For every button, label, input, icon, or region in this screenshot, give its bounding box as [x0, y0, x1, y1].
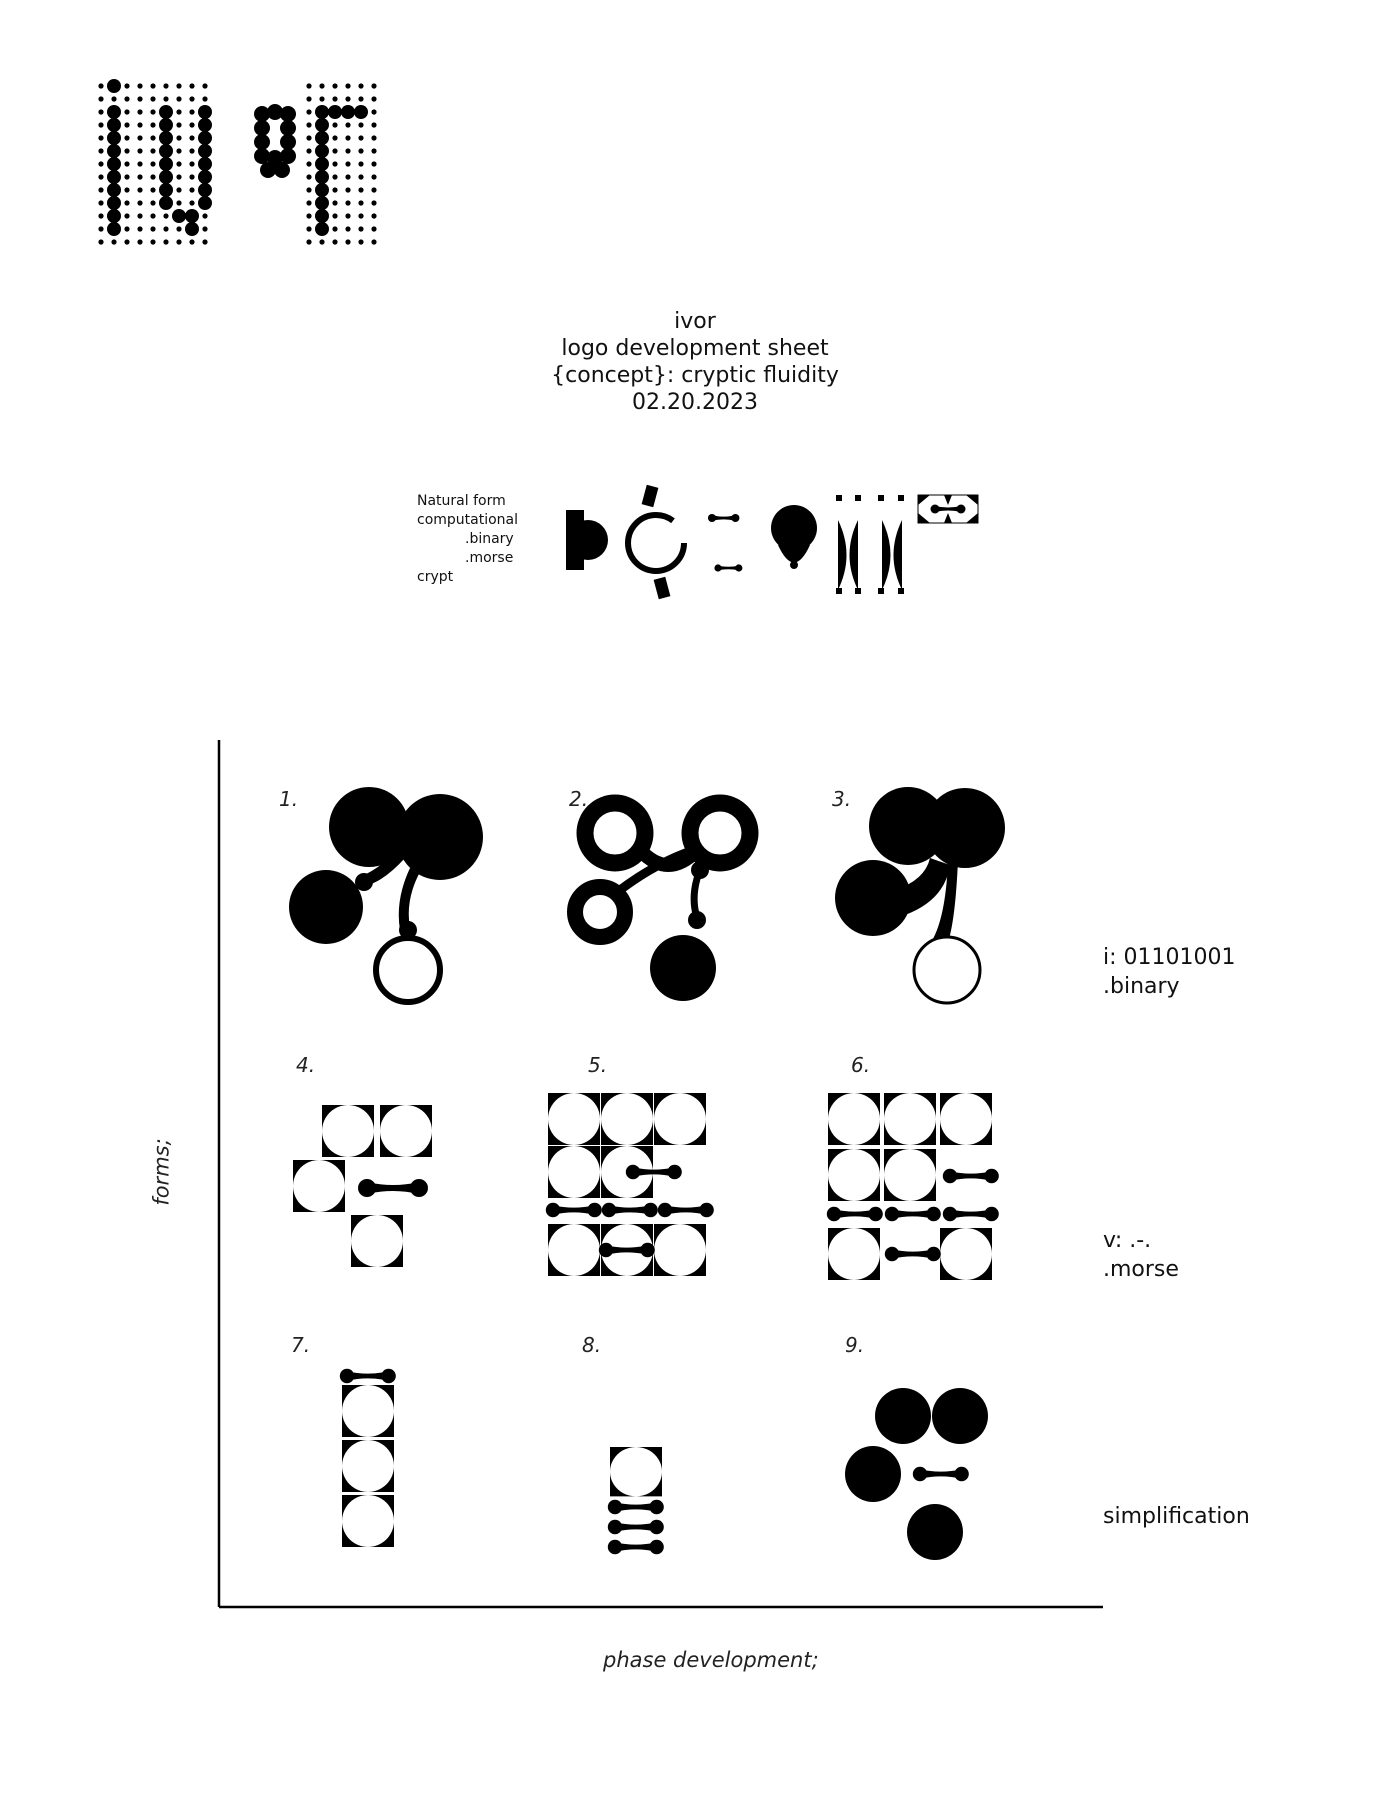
glyph-binary-bars: [708, 514, 742, 572]
concept-statement: {concept}: cryptic fluidity: [551, 363, 839, 388]
wordmark-grid-dot: [176, 239, 181, 244]
wordmark-glyph-dot: [315, 105, 329, 119]
wordmark-glyph-dot: [254, 120, 270, 136]
wordmark-glyph-dot: [315, 157, 329, 171]
wordmark-glyph-dot: [280, 120, 296, 136]
wordmark-grid-dot: [124, 200, 129, 205]
wordmark-grid-dot: [189, 187, 194, 192]
variant-number-4: 4.: [296, 1053, 316, 1077]
wordmark-grid-dot: [358, 200, 363, 205]
wordmark-glyph-dot: [198, 105, 212, 119]
wordmark-glyph-dot: [107, 118, 121, 132]
wordmark-glyph-dot: [315, 170, 329, 184]
wordmark-glyph-dot: [185, 222, 199, 236]
wordmark-grid-dot: [189, 161, 194, 166]
binary-note: [1103, 943, 1236, 1001]
wordmark-grid-dot: [163, 83, 168, 88]
wordmark-glyph-dot: [198, 118, 212, 132]
wordmark-grid-dot: [306, 200, 311, 205]
wordmark-grid-dot: [371, 135, 376, 140]
wordmark-grid-dot: [150, 161, 155, 166]
wordmark-glyph-dot: [107, 222, 121, 236]
glyph-crypt-lenses: [835, 495, 978, 595]
wordmark-grid-dot: [150, 200, 155, 205]
wordmark-glyph-dot: [198, 144, 212, 158]
wordmark-grid-dot: [163, 96, 168, 101]
wordmark-glyph-dot: [159, 170, 173, 184]
wordmark-grid-dot: [98, 161, 103, 166]
wordmark-grid-dot: [345, 226, 350, 231]
wordmark-glyph-dot: [159, 131, 173, 145]
wordmark-grid-dot: [345, 122, 350, 127]
wordmark-grid-dot: [332, 239, 337, 244]
wordmark-grid-dot: [163, 213, 168, 218]
wordmark-glyph-dot: [315, 222, 329, 236]
y-axis-label: forms;: [149, 1138, 174, 1206]
wordmark-grid-dot: [98, 109, 103, 114]
wordmark-glyph-dot: [107, 209, 121, 223]
logo-variant-7: [340, 1369, 396, 1547]
wordmark-grid-dot: [345, 135, 350, 140]
binary-code: i: 01101001: [1103, 945, 1236, 970]
wordmark-grid-dot: [98, 83, 103, 88]
wordmark-grid-dot: [189, 109, 194, 114]
morse-code: v: .-.: [1103, 1228, 1152, 1253]
wordmark-grid-dot: [332, 161, 337, 166]
variant-number-9: 9.: [845, 1333, 865, 1357]
wordmark-grid-dot: [358, 239, 363, 244]
sheet-date: 02.20.2023: [632, 390, 758, 415]
variant-number-7: 7.: [291, 1333, 311, 1357]
logo-variant-1: [289, 787, 483, 1002]
wordmark-glyph-dot: [254, 134, 270, 150]
wordmark-grid-dot: [189, 148, 194, 153]
wordmark-glyph-dot: [315, 196, 329, 210]
wordmark-grid-dot: [189, 174, 194, 179]
concept-keywords: [417, 492, 518, 587]
wordmark-grid-dot: [189, 122, 194, 127]
wordmark-grid-dot: [176, 161, 181, 166]
wordmark-grid-dot: [124, 83, 129, 88]
wordmark-grid-dot: [358, 135, 363, 140]
wordmark-grid-dot: [345, 96, 350, 101]
binary-label: .binary: [1103, 974, 1180, 999]
wordmark-grid-dot: [371, 200, 376, 205]
wordmark-grid-dot: [150, 135, 155, 140]
wordmark-grid-dot: [189, 96, 194, 101]
wordmark-glyph-dot: [328, 105, 342, 119]
wordmark-grid-dot: [150, 213, 155, 218]
wordmark-grid-dot: [98, 148, 103, 153]
wordmark-grid-dot: [98, 174, 103, 179]
variant-number-6: 6.: [851, 1053, 871, 1077]
wordmark-grid-dot: [371, 96, 376, 101]
wordmark-grid-dot: [124, 122, 129, 127]
wordmark-grid-dot: [98, 187, 103, 192]
wordmark-grid-dot: [306, 96, 311, 101]
wordmark-grid-dot: [371, 122, 376, 127]
wordmark-grid-dot: [371, 187, 376, 192]
wordmark-grid-dot: [306, 187, 311, 192]
wordmark-grid-dot: [176, 174, 181, 179]
wordmark-glyph-dot: [107, 105, 121, 119]
glyph-natural-form: [566, 510, 608, 570]
wordmark-grid-dot: [358, 148, 363, 153]
wordmark-grid-dot: [306, 109, 311, 114]
wordmark-grid-dot: [332, 226, 337, 231]
variant-number-3: 3.: [832, 787, 852, 811]
wordmark-grid-dot: [345, 239, 350, 244]
wordmark-grid-dot: [176, 148, 181, 153]
wordmark-glyph-dot: [107, 170, 121, 184]
wordmark-grid-dot: [176, 83, 181, 88]
wordmark-grid-dot: [189, 83, 194, 88]
wordmark-grid-dot: [319, 96, 324, 101]
wordmark-grid-dot: [332, 200, 337, 205]
wordmark-grid-dot: [163, 226, 168, 231]
wordmark-glyph-dot: [159, 157, 173, 171]
wordmark-glyph-dot: [107, 157, 121, 171]
wordmark-grid-dot: [202, 96, 207, 101]
wordmark-grid-dot: [189, 135, 194, 140]
wordmark-grid-dot: [150, 148, 155, 153]
concept-item: .binary: [465, 531, 514, 547]
wordmark-glyph-dot: [107, 144, 121, 158]
wordmark-grid-dot: [358, 213, 363, 218]
wordmark-glyph-dot: [185, 209, 199, 223]
wordmark-glyph-dot: [159, 118, 173, 132]
wordmark-grid-dot: [202, 239, 207, 244]
brand-name: ivor: [674, 309, 716, 334]
wordmark-grid-dot: [137, 135, 142, 140]
wordmark-grid-dot: [319, 239, 324, 244]
wordmark-grid-dot: [371, 109, 376, 114]
wordmark-grid-dot: [150, 187, 155, 192]
wordmark-grid-dot: [345, 83, 350, 88]
wordmark-grid-dot: [137, 109, 142, 114]
sheet-subtitle: logo development sheet: [561, 336, 829, 361]
wordmark-grid-dot: [189, 200, 194, 205]
wordmark-grid-dot: [345, 174, 350, 179]
wordmark-grid-dot: [98, 135, 103, 140]
wordmark-grid-dot: [332, 187, 337, 192]
wordmark-grid-dot: [176, 96, 181, 101]
wordmark-grid-dot: [358, 161, 363, 166]
wordmark-glyph-dot: [315, 144, 329, 158]
logo-variant-2: [575, 803, 750, 1001]
wordmark-glyph-dot: [159, 196, 173, 210]
morse-label: .morse: [1103, 1257, 1179, 1282]
concept-item: .morse: [465, 550, 514, 566]
variant-number-8: 8.: [582, 1333, 602, 1357]
wordmark-grid-dot: [98, 96, 103, 101]
wordmark-glyph-dot: [315, 131, 329, 145]
wordmark-grid-dot: [358, 174, 363, 179]
wordmark-grid-dot: [371, 174, 376, 179]
wordmark-grid-dot: [306, 174, 311, 179]
wordmark-grid-dot: [124, 161, 129, 166]
wordmark-glyph-dot: [198, 157, 212, 171]
wordmark-grid-dot: [124, 148, 129, 153]
glyph-drop: [771, 505, 817, 569]
wordmark-grid-dot: [124, 239, 129, 244]
wordmark-grid-dot: [306, 239, 311, 244]
wordmark-grid-dot: [345, 148, 350, 153]
wordmark-glyph-dot: [107, 196, 121, 210]
wordmark-grid-dot: [137, 200, 142, 205]
wordmark-dot-matrix: [98, 79, 376, 245]
simplification-note: simplification: [1103, 1504, 1250, 1529]
wordmark-glyph-dot: [159, 183, 173, 197]
wordmark-glyph-dot: [107, 131, 121, 145]
wordmark-grid-dot: [124, 109, 129, 114]
logo-variant-3: [835, 787, 1005, 1003]
wordmark-grid-dot: [137, 226, 142, 231]
wordmark-grid-dot: [189, 239, 194, 244]
wordmark-grid-dot: [306, 213, 311, 218]
wordmark-grid-dot: [345, 161, 350, 166]
wordmark-grid-dot: [371, 83, 376, 88]
wordmark-grid-dot: [371, 148, 376, 153]
wordmark-grid-dot: [332, 213, 337, 218]
wordmark-grid-dot: [345, 200, 350, 205]
sheet-header: [495, 308, 895, 416]
wordmark-grid-dot: [176, 226, 181, 231]
concept-item: Natural form: [417, 493, 506, 509]
wordmark-grid-dot: [163, 239, 168, 244]
wordmark-glyph-dot: [198, 196, 212, 210]
wordmark-glyph-dot: [198, 183, 212, 197]
wordmark-grid-dot: [98, 122, 103, 127]
wordmark-glyph-dot: [315, 183, 329, 197]
wordmark-grid-dot: [176, 109, 181, 114]
wordmark-grid-dot: [124, 187, 129, 192]
wordmark-grid-dot: [137, 213, 142, 218]
wordmark-grid-dot: [306, 161, 311, 166]
wordmark-grid-dot: [98, 200, 103, 205]
wordmark-grid-dot: [137, 96, 142, 101]
wordmark-glyph-dot: [198, 170, 212, 184]
wordmark-grid-dot: [176, 122, 181, 127]
wordmark-grid-dot: [306, 122, 311, 127]
wordmark-grid-dot: [371, 226, 376, 231]
wordmark-grid-dot: [332, 96, 337, 101]
wordmark-grid-dot: [358, 83, 363, 88]
wordmark-grid-dot: [150, 109, 155, 114]
wordmark-grid-dot: [137, 174, 142, 179]
wordmark-grid-dot: [306, 148, 311, 153]
wordmark-grid-dot: [150, 122, 155, 127]
wordmark-grid-dot: [345, 187, 350, 192]
wordmark-grid-dot: [358, 226, 363, 231]
wordmark-grid-dot: [124, 135, 129, 140]
x-axis-label: phase development;: [603, 1648, 819, 1672]
wordmark-glyph-dot: [274, 162, 290, 178]
morse-note: [1103, 1226, 1179, 1284]
wordmark-grid-dot: [332, 174, 337, 179]
wordmark-grid-dot: [332, 83, 337, 88]
wordmark-grid-dot: [150, 83, 155, 88]
wordmark-grid-dot: [137, 148, 142, 153]
logo-variant-4: [293, 1105, 432, 1267]
wordmark-grid-dot: [345, 213, 350, 218]
wordmark-glyph-dot: [172, 209, 186, 223]
wordmark-grid-dot: [358, 96, 363, 101]
wordmark-grid-dot: [137, 161, 142, 166]
wordmark-grid-dot: [98, 213, 103, 218]
wordmark-grid-dot: [306, 226, 311, 231]
wordmark-grid-dot: [306, 135, 311, 140]
wordmark-grid-dot: [111, 239, 116, 244]
variant-number-1: 1.: [279, 787, 299, 811]
wordmark-grid-dot: [124, 226, 129, 231]
wordmark-grid-dot: [124, 174, 129, 179]
wordmark-grid-dot: [176, 135, 181, 140]
wordmark-grid-dot: [319, 83, 324, 88]
variant-number-2: 2.: [569, 787, 589, 811]
wordmark-grid-dot: [137, 239, 142, 244]
wordmark-grid-dot: [137, 187, 142, 192]
wordmark-grid-dot: [358, 187, 363, 192]
wordmark-grid-dot: [111, 96, 116, 101]
wordmark-glyph-dot: [280, 106, 296, 122]
wordmark-grid-dot: [124, 96, 129, 101]
wordmark-grid-dot: [332, 135, 337, 140]
wordmark-grid-dot: [371, 161, 376, 166]
wordmark-grid-dot: [137, 122, 142, 127]
concept-glyph-strip: [566, 485, 978, 599]
logo-variant-8: [608, 1447, 664, 1554]
wordmark-glyph-dot: [107, 79, 121, 93]
wordmark-glyph-dot: [198, 131, 212, 145]
wordmark-grid-dot: [98, 239, 103, 244]
wordmark-grid-dot: [98, 226, 103, 231]
wordmark-glyph-dot: [280, 134, 296, 150]
wordmark-grid-dot: [202, 213, 207, 218]
wordmark-glyph-dot: [315, 118, 329, 132]
concept-item: crypt: [417, 569, 454, 585]
logo-variant-9: [845, 1388, 988, 1560]
logo-variant-6: [827, 1093, 999, 1280]
glyph-computational-ring: [628, 485, 684, 599]
wordmark-grid-dot: [176, 187, 181, 192]
wordmark-glyph-dot: [315, 209, 329, 223]
logo-variant-5: [546, 1093, 714, 1276]
wordmark-grid-dot: [332, 148, 337, 153]
wordmark-grid-dot: [358, 122, 363, 127]
wordmark-grid-dot: [150, 226, 155, 231]
wordmark-glyph-dot: [159, 105, 173, 119]
wordmark-grid-dot: [150, 174, 155, 179]
wordmark-grid-dot: [176, 200, 181, 205]
wordmark-grid-dot: [150, 96, 155, 101]
wordmark-grid-dot: [150, 239, 155, 244]
wordmark-grid-dot: [332, 122, 337, 127]
wordmark-grid-dot: [306, 83, 311, 88]
wordmark-glyph-dot: [107, 183, 121, 197]
wordmark-glyph-dot: [341, 105, 355, 119]
wordmark-grid-dot: [371, 213, 376, 218]
concept-item: computational: [417, 512, 519, 528]
wordmark-glyph-dot: [159, 144, 173, 158]
wordmark-glyph-dot: [354, 105, 368, 119]
wordmark-grid-dot: [371, 239, 376, 244]
wordmark-grid-dot: [124, 213, 129, 218]
wordmark-grid-dot: [202, 226, 207, 231]
variant-number-5: 5.: [588, 1053, 608, 1077]
wordmark-glyph-dot: [260, 162, 276, 178]
wordmark-grid-dot: [202, 83, 207, 88]
wordmark-grid-dot: [137, 83, 142, 88]
